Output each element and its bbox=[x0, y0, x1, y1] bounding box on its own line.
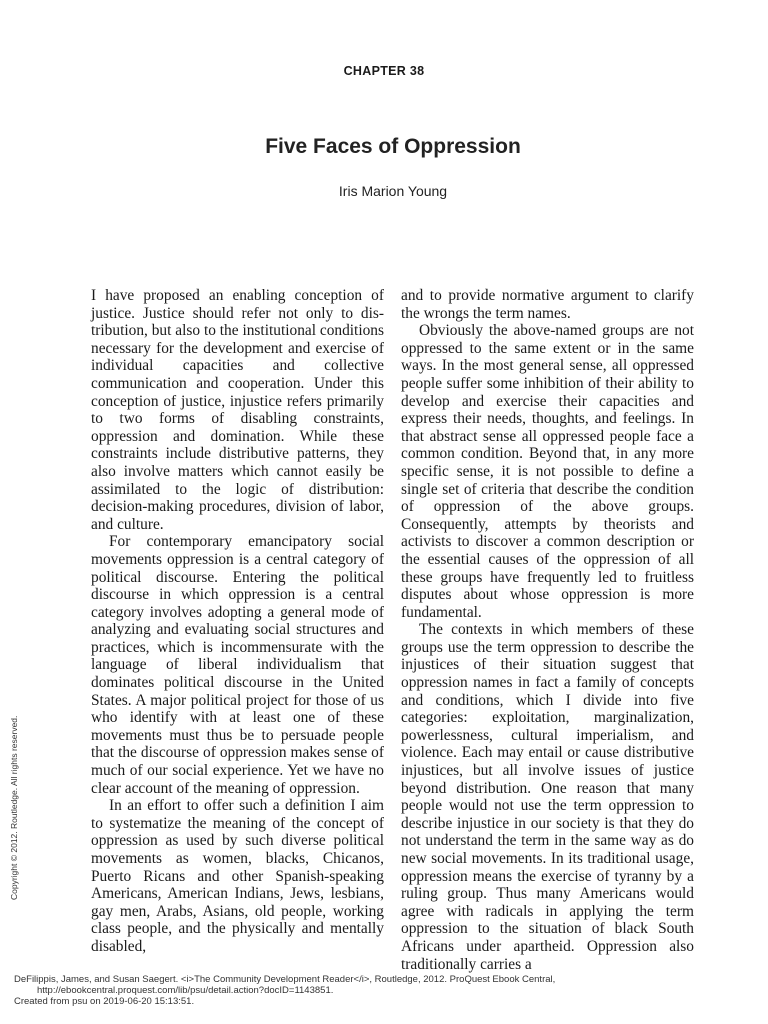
paragraph: I have proposed an enabling conception of justice. Justice should refer not only to distribution, but also to the institutional conditions necessary for the development and exercise of individual capacities and collective communication and cooperation. Under this conception of justice, injustice refers primarily to two forms of disabling constraints, oppression and domination. While these constraints include distributive patterns, they also involve matters which cannot easily be assimilated to the logic of distribution: decision-making procedures, division of labor, and culture. bbox=[91, 287, 384, 533]
citation-url: http://ebookcentral.proquest.com/lib/psu/detail.action?docID=1143851. bbox=[37, 985, 334, 996]
paragraph: For contemporary emancipatory social movements oppression is a central category of political discourse. Entering the political discourse in which oppression is a central category involves adopting a general mode of analyzing and evaluating social structures and practices, which is incommensurate with the language of liberal individualism that dominates political discourse in the United States. A major political project for those of us who identify with at least one of these movements must thus be to persuade people that the discourse of oppression makes sense of much of our social experience. Yet we have no clear account of the meaning of oppression. bbox=[91, 533, 384, 797]
right-text-column bbox=[401, 287, 694, 973]
citation-line: DeFilippis, James, and Susan Saegert. <i>The Community Development Reader</i>, Routledge, 2012. ProQuest Ebook Central, bbox=[14, 974, 556, 985]
paragraph: In an effort to offer such a definition I aim to systematize the meaning of the concept of oppression as used by such diverse political movements as women, blacks, Chicanos, Puerto Ricans and other Spanish-speaking Americans, American Indians, Jews, lesbians, gay men, Arabs, Asians, old people, working class people, and the physically and mentally disabled, bbox=[91, 797, 384, 955]
chapter-label: CHAPTER 38 bbox=[343, 64, 425, 78]
paragraph: and to provide normative argument to clarify the wrongs the term names. bbox=[401, 287, 694, 322]
created-timestamp: Created from psu on 2019-06-20 15:13:51. bbox=[14, 996, 195, 1007]
author-name: Iris Marion Young bbox=[338, 183, 448, 199]
paragraph: Obviously the above-named groups are not oppressed to the same extent or in the same ways. In the most general sense, all oppressed people suffer some inhibition of their ability to develop and exercise their capacities and express their needs, thoughts, and feelings. In that abstract sense all oppressed people face a common condition. Beyond that, in any more specific sense, it is not possible to define a single set of criteria that describe the condition of oppression of the above groups. Consequently, attempts by theorists and activists to discover a common description or the essential causes of the oppression of all these groups have frequently led to fruitless disputes about whose oppression is more fundamental. bbox=[401, 322, 694, 621]
copyright-notice: Copyright © 2012. Routledge. All rights reserved. bbox=[9, 715, 19, 900]
paragraph: The contexts in which members of these groups use the term oppression to describe the injustices of their situation suggest that oppression names in fact a family of concepts and conditions, which I divide into five categories: exploitation, marginalization, powerlessness, cultural imperialism, and violence. Each may entail or cause distributive injustices, but all involve issues of justice beyond distribution. One reason that many people would not use the term oppression to describe injustice in our society is that they do not understand the term in the same way as do new social movements. In its traditional usage, oppression means the exercise of tyranny by a ruling group. Thus many Americans would agree with radicals in applying the term oppression to the situation of black South Africans under apartheid. Oppression also traditionally carries a bbox=[401, 621, 694, 973]
chapter-title: Five Faces of Oppression bbox=[265, 135, 521, 158]
left-text-column bbox=[91, 287, 384, 956]
citation-footer bbox=[14, 974, 754, 1007]
